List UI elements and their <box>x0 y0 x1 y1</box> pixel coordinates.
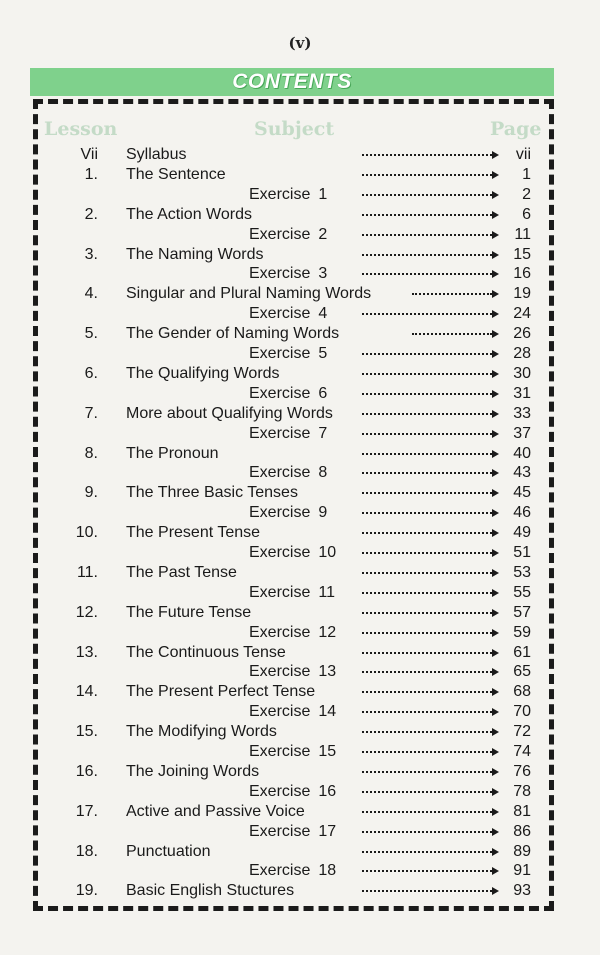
exercise-row <box>0 225 600 245</box>
dotted-leader-arrow-icon <box>362 711 492 713</box>
lesson-number: 15. <box>75 723 98 741</box>
page-reference: 24 <box>513 305 531 323</box>
page-reference: 89 <box>513 842 531 860</box>
exercise-row <box>0 264 600 284</box>
exercise-number: 2 <box>318 225 328 243</box>
dotted-leader-arrow-icon <box>362 691 492 693</box>
lesson-row <box>0 404 600 424</box>
lesson-number: 13. <box>75 643 98 661</box>
page-reference: 1 <box>522 165 531 183</box>
page-reference: vii <box>515 146 531 163</box>
lesson-subject: More about Qualifying Words <box>126 404 333 422</box>
dotted-leader-arrow-icon <box>362 552 492 554</box>
page-reference: 19 <box>513 285 531 303</box>
lesson-number: 3. <box>84 245 98 263</box>
lesson-subject: The Qualifying Words <box>126 364 280 382</box>
exercise-number: 1 <box>318 185 328 203</box>
lesson-number: 7. <box>84 404 98 422</box>
page-reference: 76 <box>513 762 531 780</box>
exercise-number: 11 <box>318 583 335 601</box>
lesson-subject: The Three Basic Tenses <box>126 484 298 502</box>
lesson-subject: The Naming Words <box>126 245 264 263</box>
exercise-label: Exercise <box>249 544 311 561</box>
page-reference: 33 <box>513 404 531 422</box>
exercise-number: 15 <box>318 743 337 760</box>
lesson-row <box>0 881 600 901</box>
exercise-label: Exercise <box>249 384 311 402</box>
contents-title: CONTENTS <box>232 70 352 93</box>
page-reference: 86 <box>513 822 531 840</box>
exercise-row <box>0 822 600 842</box>
page-reference: 37 <box>513 424 531 442</box>
exercise-label: Exercise <box>249 185 311 203</box>
exercise-number: 5 <box>318 345 328 362</box>
lesson-number: 12. <box>75 603 98 621</box>
exercise-row <box>0 304 600 324</box>
exercise-label: Exercise <box>249 862 311 880</box>
dotted-leader-arrow-icon <box>362 890 492 892</box>
exercise-entry <box>249 185 327 205</box>
exercise-entry <box>249 384 327 404</box>
exercise-row <box>0 662 600 682</box>
page-reference: 91 <box>513 862 531 880</box>
exercise-row <box>0 543 600 563</box>
page-reference: 6 <box>522 205 531 223</box>
lesson-number: 19. <box>75 882 98 900</box>
lesson-row <box>0 563 600 583</box>
exercise-entry <box>249 304 327 324</box>
exercise-row <box>0 623 600 643</box>
lesson-subject: Punctuation <box>126 842 211 860</box>
exercise-row <box>0 463 600 483</box>
lesson-number: 9. <box>84 484 98 502</box>
dotted-leader-arrow-icon <box>362 572 492 574</box>
exercise-row <box>0 185 600 205</box>
page-reference: 40 <box>513 444 531 462</box>
lesson-subject: The Future Tense <box>126 603 252 621</box>
lesson-row <box>0 444 600 464</box>
page-reference: 74 <box>513 743 531 760</box>
exercise-entry <box>249 543 336 563</box>
contents-banner <box>30 68 554 96</box>
dotted-leader-arrow-icon <box>362 254 492 256</box>
page-reference: 78 <box>513 782 531 800</box>
exercise-entry <box>249 782 336 802</box>
page-reference: 49 <box>513 524 531 542</box>
exercise-number: 10 <box>318 544 337 561</box>
dotted-leader-arrow-icon <box>362 313 492 315</box>
dotted-leader-arrow-icon <box>362 731 492 733</box>
dotted-leader-arrow-icon <box>362 771 492 773</box>
exercise-label: Exercise <box>249 743 311 760</box>
page-reference: 31 <box>513 384 531 402</box>
exercise-number: 16 <box>318 782 337 800</box>
lesson-row <box>0 603 600 623</box>
page-reference: 59 <box>513 623 531 641</box>
dotted-leader-arrow-icon <box>362 851 492 853</box>
dotted-leader-arrow-icon <box>362 811 492 813</box>
lesson-row <box>0 364 600 384</box>
page-reference: 28 <box>513 345 531 362</box>
exercise-entry <box>249 503 327 523</box>
lesson-subject: The Joining Words <box>126 762 260 780</box>
dotted-leader-arrow-icon <box>362 353 492 355</box>
lesson-row <box>0 165 600 185</box>
lesson-row <box>0 682 600 702</box>
lesson-subject: Basic English Stuctures <box>126 882 295 900</box>
exercise-number: 17 <box>318 822 337 840</box>
exercise-entry <box>249 344 327 364</box>
dotted-leader-arrow-icon <box>362 472 492 474</box>
page-reference: 93 <box>513 882 531 900</box>
dotted-leader-arrow-icon <box>362 453 492 455</box>
exercise-entry <box>249 702 336 722</box>
dotted-leader-arrow-icon <box>362 413 492 415</box>
dotted-leader-arrow-icon <box>362 870 492 872</box>
dotted-leader-arrow-icon <box>362 373 492 375</box>
lesson-number: 17. <box>75 802 98 820</box>
exercise-label: Exercise <box>249 663 311 681</box>
exercise-number: 4 <box>318 305 328 323</box>
dotted-leader-arrow-icon <box>362 831 492 833</box>
dotted-leader-arrow-icon <box>412 333 492 335</box>
lesson-number: 8. <box>84 444 98 462</box>
exercise-number: 12 <box>318 623 337 641</box>
exercise-entry <box>249 861 336 881</box>
page-reference: 16 <box>513 265 531 283</box>
exercise-number: 18 <box>318 862 337 880</box>
exercise-label: Exercise <box>249 225 311 243</box>
exercise-label: Exercise <box>249 305 311 323</box>
dotted-leader-arrow-icon <box>362 791 492 793</box>
exercise-entry <box>249 463 327 483</box>
exercise-row <box>0 424 600 444</box>
exercise-number: 6 <box>318 384 328 402</box>
lesson-number: 14. <box>75 683 98 701</box>
lesson-row <box>0 802 600 822</box>
dotted-leader-arrow-icon <box>362 234 492 236</box>
exercise-entry <box>249 742 336 762</box>
exercise-row <box>0 742 600 762</box>
exercise-entry <box>249 424 327 444</box>
subject-column-header: Subject <box>254 118 335 140</box>
page-reference: 45 <box>513 484 531 502</box>
dotted-leader-arrow-icon <box>362 393 492 395</box>
exercise-entry <box>249 583 335 603</box>
exercise-label: Exercise <box>249 703 311 721</box>
dotted-leader-arrow-icon <box>362 532 492 534</box>
exercise-row <box>0 583 600 603</box>
lesson-column-header: Lesson <box>44 118 118 140</box>
lesson-number: 4. <box>84 285 98 303</box>
exercise-entry <box>249 225 327 245</box>
exercise-entry <box>249 623 336 643</box>
exercise-number: 3 <box>318 265 328 283</box>
dotted-leader-arrow-icon <box>362 512 492 514</box>
exercise-label: Exercise <box>249 265 311 283</box>
dotted-leader-arrow-icon <box>362 273 492 275</box>
exercise-label: Exercise <box>249 345 311 362</box>
page-reference: 65 <box>513 663 531 681</box>
exercise-row <box>0 344 600 364</box>
lesson-row <box>0 643 600 663</box>
exercise-label: Exercise <box>249 583 311 601</box>
lesson-subject: Active and Passive Voice <box>126 802 305 820</box>
lesson-row <box>0 245 600 265</box>
page-reference: 61 <box>513 643 531 661</box>
dotted-leader-arrow-icon <box>362 194 492 196</box>
exercise-number: 13 <box>318 663 337 681</box>
dotted-leader-arrow-icon <box>362 632 492 634</box>
exercise-label: Exercise <box>249 623 311 641</box>
lesson-subject: The Gender of Naming Words <box>126 325 340 343</box>
lesson-row <box>0 483 600 503</box>
lesson-subject: The Present Perfect Tense <box>126 683 316 701</box>
lesson-subject: The Sentence <box>126 165 226 183</box>
exercise-entry <box>249 822 336 842</box>
page-reference: 43 <box>513 464 531 482</box>
lesson-number: 11. <box>76 563 98 581</box>
lesson-subject: The Past Tense <box>126 563 237 581</box>
dotted-leader-arrow-icon <box>362 612 492 614</box>
lesson-row <box>0 722 600 742</box>
dotted-leader-arrow-icon <box>362 671 492 673</box>
exercise-label: Exercise <box>249 822 311 840</box>
lesson-row <box>0 284 600 304</box>
lesson-number: 2. <box>84 205 98 223</box>
exercise-row <box>0 782 600 802</box>
page-reference: 55 <box>513 583 531 601</box>
lesson-subject: The Action Words <box>126 205 252 223</box>
lesson-subject: Singular and Plural Naming Words <box>126 285 372 303</box>
lesson-number: 5. <box>84 325 98 343</box>
page-reference: 2 <box>522 185 531 203</box>
page-column-header: Page <box>490 118 542 140</box>
lesson-subject: The Present Tense <box>126 524 261 542</box>
page-reference: 15 <box>513 245 531 263</box>
exercise-row <box>0 384 600 404</box>
lesson-row <box>0 205 600 225</box>
page-reference: 53 <box>513 563 531 581</box>
dotted-leader-arrow-icon <box>362 592 492 594</box>
page-reference: 81 <box>513 802 531 820</box>
page-reference: 68 <box>513 683 531 701</box>
lesson-row <box>0 324 600 344</box>
lesson-subject: Syllabus <box>126 146 187 163</box>
lesson-row <box>0 523 600 543</box>
dotted-leader-arrow-icon <box>362 154 492 156</box>
page-number: (v) <box>288 34 312 52</box>
dotted-leader-arrow-icon <box>362 492 492 494</box>
exercise-row <box>0 503 600 523</box>
page-reference: 51 <box>513 544 531 561</box>
exercise-entry <box>249 264 327 284</box>
exercise-number: 14 <box>318 703 337 721</box>
lesson-number: 1. <box>84 165 98 183</box>
dotted-leader-arrow-icon <box>412 293 492 295</box>
lesson-subject: The Pronoun <box>126 444 219 462</box>
exercise-entry <box>249 662 336 682</box>
page-reference: 46 <box>513 504 531 522</box>
lesson-row <box>0 842 600 862</box>
dotted-leader-arrow-icon <box>362 652 492 654</box>
exercise-row <box>0 702 600 722</box>
page-reference: 70 <box>513 703 531 721</box>
exercise-label: Exercise <box>249 464 311 482</box>
dotted-leader-arrow-icon <box>362 433 492 435</box>
page-reference: 26 <box>513 325 531 343</box>
lesson-number: 10. <box>75 524 98 542</box>
lesson-number: 6. <box>84 364 98 382</box>
page-reference: 72 <box>513 723 531 741</box>
dotted-leader-arrow-icon <box>362 751 492 753</box>
lesson-number: 18. <box>75 842 98 860</box>
lesson-subject: The Continuous Tense <box>126 643 286 661</box>
page-reference: 57 <box>513 603 531 621</box>
dotted-leader-arrow-icon <box>362 174 492 176</box>
lesson-row <box>0 762 600 782</box>
exercise-number: 8 <box>318 464 328 482</box>
lesson-row <box>0 145 600 165</box>
exercise-number: 9 <box>318 504 328 522</box>
page-reference: 30 <box>513 364 531 382</box>
exercise-label: Exercise <box>249 782 311 800</box>
exercise-label: Exercise <box>249 424 311 442</box>
lesson-number: Vii <box>80 146 98 163</box>
dotted-leader-arrow-icon <box>362 214 492 216</box>
exercise-label: Exercise <box>249 504 311 522</box>
lesson-subject: The Modifying Words <box>126 723 277 741</box>
exercise-row <box>0 861 600 881</box>
lesson-number: 16. <box>75 762 98 780</box>
page-reference: 11 <box>514 225 531 243</box>
exercise-number: 7 <box>318 424 328 442</box>
